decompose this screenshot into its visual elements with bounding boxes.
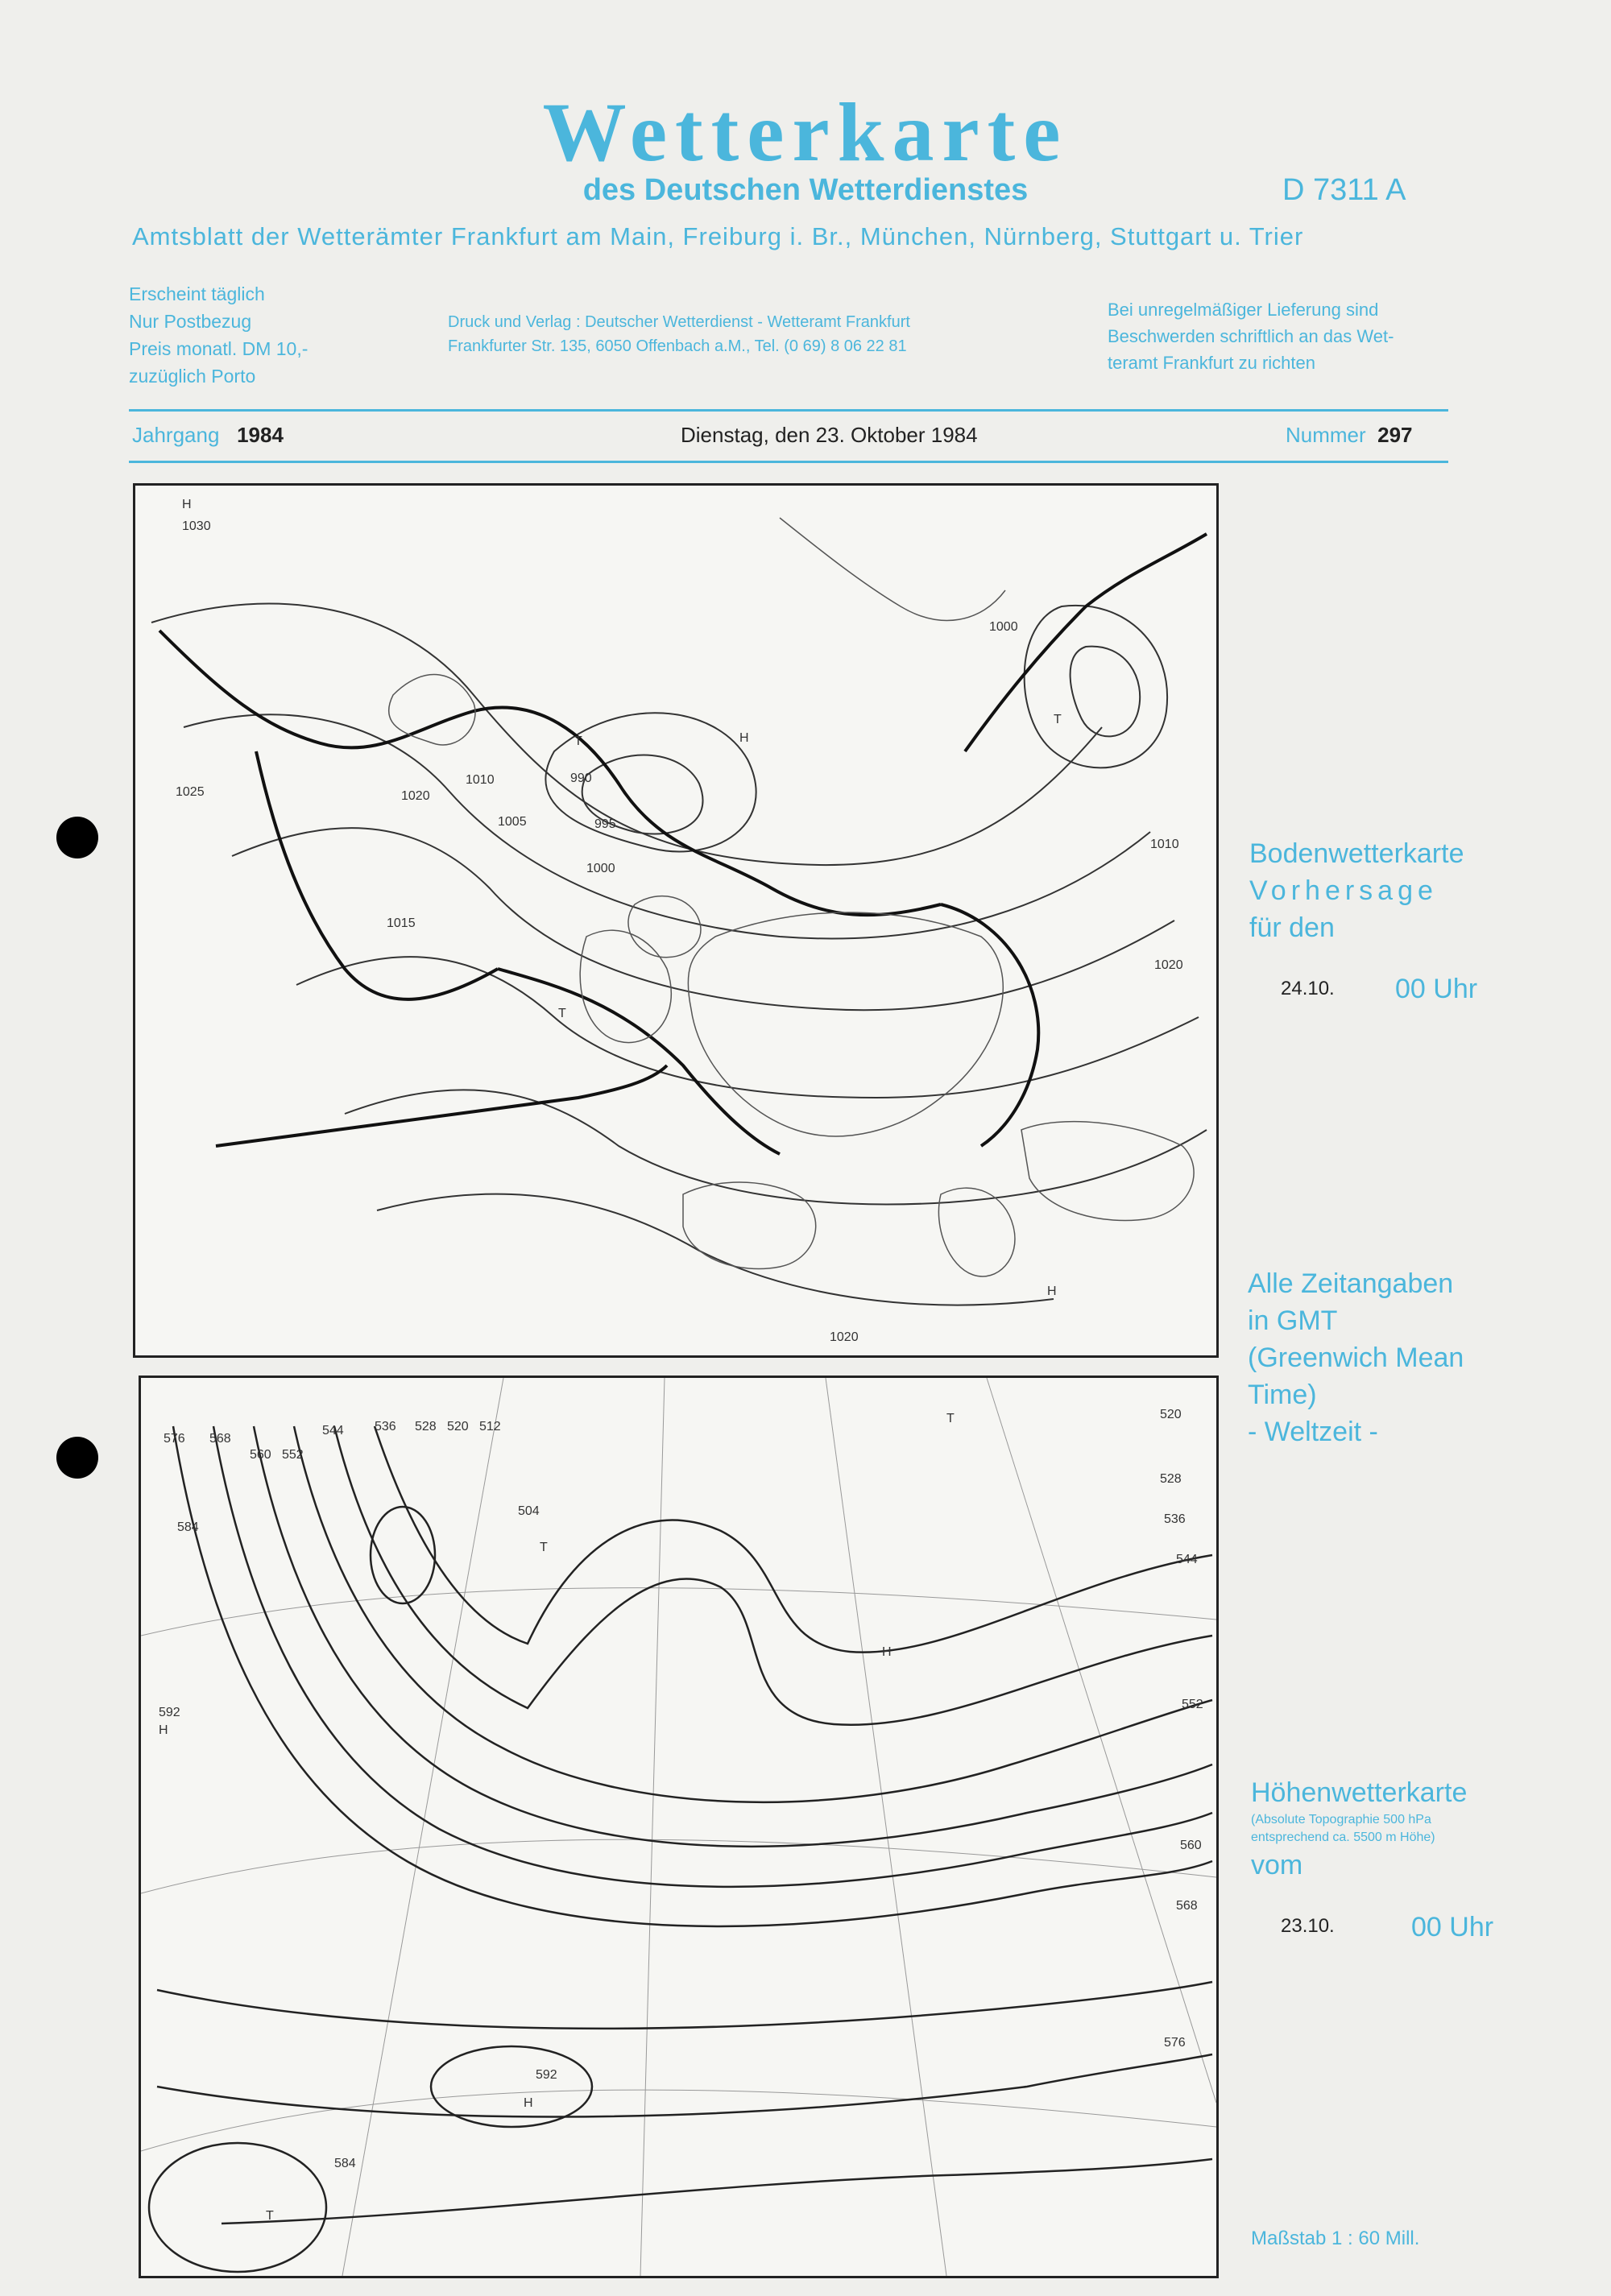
surface-weather-map: [133, 483, 1219, 1358]
surface-map-drawing: [135, 486, 1216, 1355]
upper-map-labels: [159, 1408, 1203, 2223]
amtsblatt-line: Amtsblatt der Wetterämter Frankfurt am Main, Freiburg i. Br., München, Nürnberg, Stuttgart u. Trier: [132, 222, 1304, 250]
contour-label: 504: [518, 1504, 540, 1518]
contour-label: 584: [334, 2157, 356, 2170]
contour-label: 560: [1180, 1839, 1202, 1852]
center-label-low: T: [558, 1007, 566, 1020]
upper-map-drawing: [141, 1378, 1216, 2276]
contour-label: 536: [1164, 1512, 1186, 1526]
contour-label: 576: [1164, 2036, 1186, 2050]
upper-heading-note1: (Absolute Topographie 500 hPa: [1251, 1813, 1431, 1826]
upper-map-heading: [1251, 1774, 1467, 1884]
publication-code: D 7311 A: [1282, 173, 1406, 207]
contour-label: 576: [164, 1432, 185, 1446]
contour-label: 592: [159, 1706, 180, 1719]
contour-label: 568: [1176, 1899, 1198, 1913]
isobar-label: 1000: [989, 620, 1018, 634]
upper-map-time: 00 Uhr: [1411, 1912, 1494, 1942]
isobar-label: 1005: [498, 815, 527, 829]
upper-air-map: [139, 1376, 1219, 2278]
graticule: [141, 1378, 1216, 2276]
page-subtitle: des Deutschen Wetterdienstes: [582, 173, 1029, 207]
publish-info: Erscheint täglich Nur Postbezug Preis monatl. DM 10,- zuzüglich Porto: [129, 283, 309, 387]
center-label-low: T: [946, 1412, 955, 1425]
issue-date-text: Dienstag, den 23. Oktober 1984: [681, 423, 978, 447]
contour-lines: [157, 1426, 1212, 2224]
punch-hole-top: [56, 817, 98, 858]
isobar-label: 1010: [1150, 838, 1179, 851]
surface-heading-line2: Vorhersage: [1249, 875, 1438, 906]
time-note-line5: - Weltzeit -: [1248, 1417, 1378, 1447]
complaint-info: Bei unregelmäßiger Lieferung sind Beschwerden schriftlich an das Wet- teramt Frankfurt zu richten: [1108, 300, 1394, 373]
center-label-low: T: [266, 2209, 274, 2223]
center-label-high: H: [739, 731, 749, 745]
number-field: [1286, 423, 1413, 448]
center-label-high: H: [1047, 1285, 1057, 1298]
isobar-label: 995: [594, 817, 616, 831]
isobar-label: 1020: [1154, 958, 1183, 972]
isobar-label: 1000: [586, 862, 615, 875]
year-label: Jahrgang: [132, 423, 220, 447]
isobar-label: 990: [570, 772, 592, 785]
surface-map-labels: [176, 498, 1183, 1344]
contour-label: 584: [177, 1520, 199, 1534]
contour-label: 512: [479, 1420, 501, 1433]
punch-hole-bottom: [56, 1437, 98, 1479]
surface-map-date: 24.10.: [1281, 978, 1335, 999]
center-label-high: H: [182, 498, 192, 511]
contour-label: 560: [250, 1448, 271, 1462]
contour-ring: [431, 2046, 592, 2127]
isobar-label: 1010: [466, 773, 495, 787]
page-title: Wetterkarte: [542, 86, 1069, 179]
upper-heading-title: Höhenwetterkarte: [1251, 1777, 1468, 1808]
center-label-high: H: [524, 2096, 533, 2110]
contour-label: 552: [282, 1448, 304, 1462]
contour-label: 592: [536, 2068, 557, 2082]
isobar-label: 1030: [182, 519, 211, 533]
surface-map-heading: [1249, 835, 1464, 946]
upper-heading-suffix: vom: [1251, 1850, 1303, 1880]
number-label: Nummer: [1286, 423, 1366, 447]
contour-label: 544: [322, 1424, 344, 1438]
time-note-line3: (Greenwich Mean: [1248, 1342, 1464, 1373]
contour-label: 528: [1160, 1472, 1182, 1486]
contour-label: 544: [1176, 1553, 1198, 1566]
print-info: Druck und Verlag : Deutscher Wetterdienst - Wetteramt Frankfurt Frankfurter Str. 135, 6050 Offenbach a.M., Tel. (0 69) 8 06 22 81: [448, 313, 910, 355]
contour-label: 568: [209, 1432, 231, 1446]
contour-label: 536: [375, 1420, 396, 1433]
time-note-line2: in GMT: [1248, 1305, 1338, 1336]
isobar-label: 1025: [176, 785, 205, 799]
center-label-low: T: [1054, 713, 1062, 726]
time-note-line4: Time): [1248, 1380, 1317, 1410]
center-label-low: T: [574, 734, 582, 748]
time-note: [1248, 1265, 1464, 1450]
year-value: 1984: [237, 423, 284, 447]
center-label-high: H: [159, 1723, 168, 1737]
upper-map-date: 23.10.: [1281, 1915, 1335, 1937]
center-label-high: H: [882, 1645, 892, 1659]
upper-heading-note2: entsprechend ca. 5500 m Höhe): [1251, 1831, 1435, 1844]
contour-label: 520: [1160, 1408, 1182, 1421]
number-value: 297: [1377, 423, 1413, 447]
surface-map-time: 00 Uhr: [1395, 974, 1478, 1004]
contour-label: 528: [415, 1420, 437, 1433]
contour-label: 552: [1182, 1698, 1203, 1711]
issue-date: [681, 423, 978, 448]
isobar-label: 1020: [401, 789, 430, 803]
isobar-label: 1015: [387, 916, 416, 930]
map-scale: Maßstab 1 : 60 Mill.: [1251, 2228, 1420, 2249]
center-label-low: T: [540, 1541, 548, 1554]
time-note-line1: Alle Zeitangaben: [1248, 1268, 1454, 1299]
contour-label: 520: [447, 1420, 469, 1433]
surface-heading-line1: Bodenwetterkarte: [1249, 838, 1464, 869]
closed-contours: [149, 1507, 592, 2272]
isobar-label: 1020: [830, 1330, 859, 1344]
contour-ring: [149, 2143, 326, 2272]
top-rule: [129, 409, 1448, 412]
surface-heading-line3: für den: [1249, 912, 1335, 943]
year-field: [132, 423, 284, 448]
bottom-rule: [129, 461, 1448, 463]
fronts: [159, 534, 1207, 1154]
